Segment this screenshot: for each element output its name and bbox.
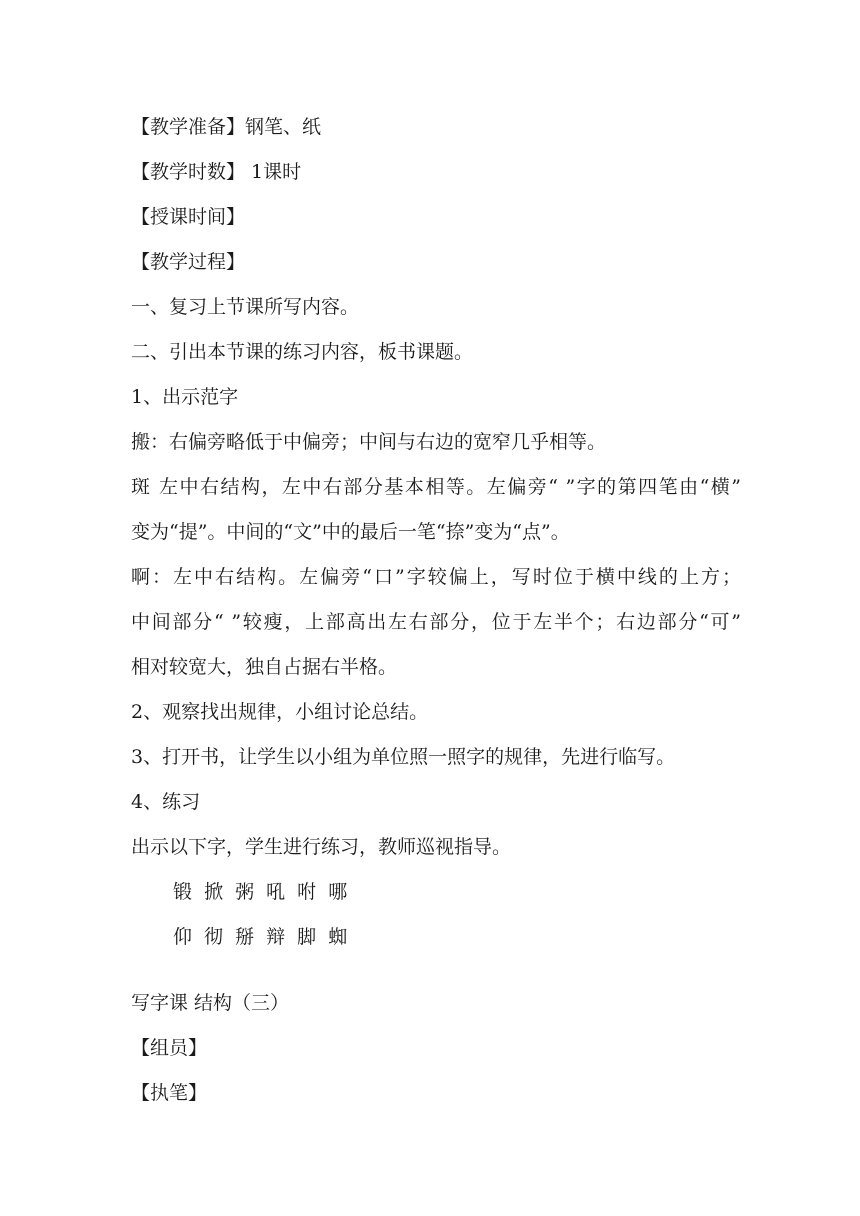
step-one-line: 一、复习上节课所写内容。: [131, 296, 360, 318]
example-a-middle-line: 中间部分“ ”较瘦，上部高出左右部分，位于左半个；右边部分“可”: [131, 611, 741, 633]
substep-two-line: 2、观察找出规律，小组讨论总结。: [131, 701, 429, 723]
step-two-line: 二、引出本节课的练习内容，板书课题。: [131, 341, 474, 363]
teaching-preparation-line: 【教学准备】钢笔、纸: [131, 116, 322, 138]
writer-line: 【执笔】: [131, 1082, 208, 1104]
practice-instruction-line: 出示以下字，学生进行练习，教师巡视指导。: [131, 836, 512, 858]
example-ban-spot-continued-line: 变为“提”。中间的“文”中的最后一笔“捺”变为“点”。: [131, 521, 570, 543]
example-a-right-line: 相对较宽大，独自占据右半格。: [131, 656, 398, 678]
teaching-hours-line: 【教学时数】 1课时: [131, 161, 302, 183]
substep-four-line: 4、练习: [131, 791, 201, 813]
example-ban-spot-line: 斑 左中右结构，左中右部分基本相等。左偏旁“ ”字的第四笔由“横”: [131, 476, 741, 498]
practice-characters-row-2: 仰 彻 掰 辩 脚 蜘: [173, 926, 351, 948]
class-time-line: 【授课时间】: [131, 206, 246, 228]
practice-characters-row-1: 锻 掀 粥 吼 咐 哪: [173, 881, 351, 903]
substep-three-line: 3、打开书，让学生以小组为单位照一照字的规律，先进行临写。: [131, 746, 676, 768]
lesson-title-line: 写字课 结构（三）: [131, 992, 290, 1014]
example-ban-move-line: 搬：右偏旁略低于中偏旁；中间与右边的宽窄几乎相等。: [131, 431, 607, 453]
group-members-line: 【组员】: [131, 1037, 208, 1059]
example-a-line: 啊：左中右结构。左偏旁“口”字较偏上，写时位于横中线的上方；: [131, 566, 741, 588]
teaching-process-heading: 【教学过程】: [131, 251, 246, 273]
substep-one-line: 1、出示范字: [131, 386, 239, 408]
